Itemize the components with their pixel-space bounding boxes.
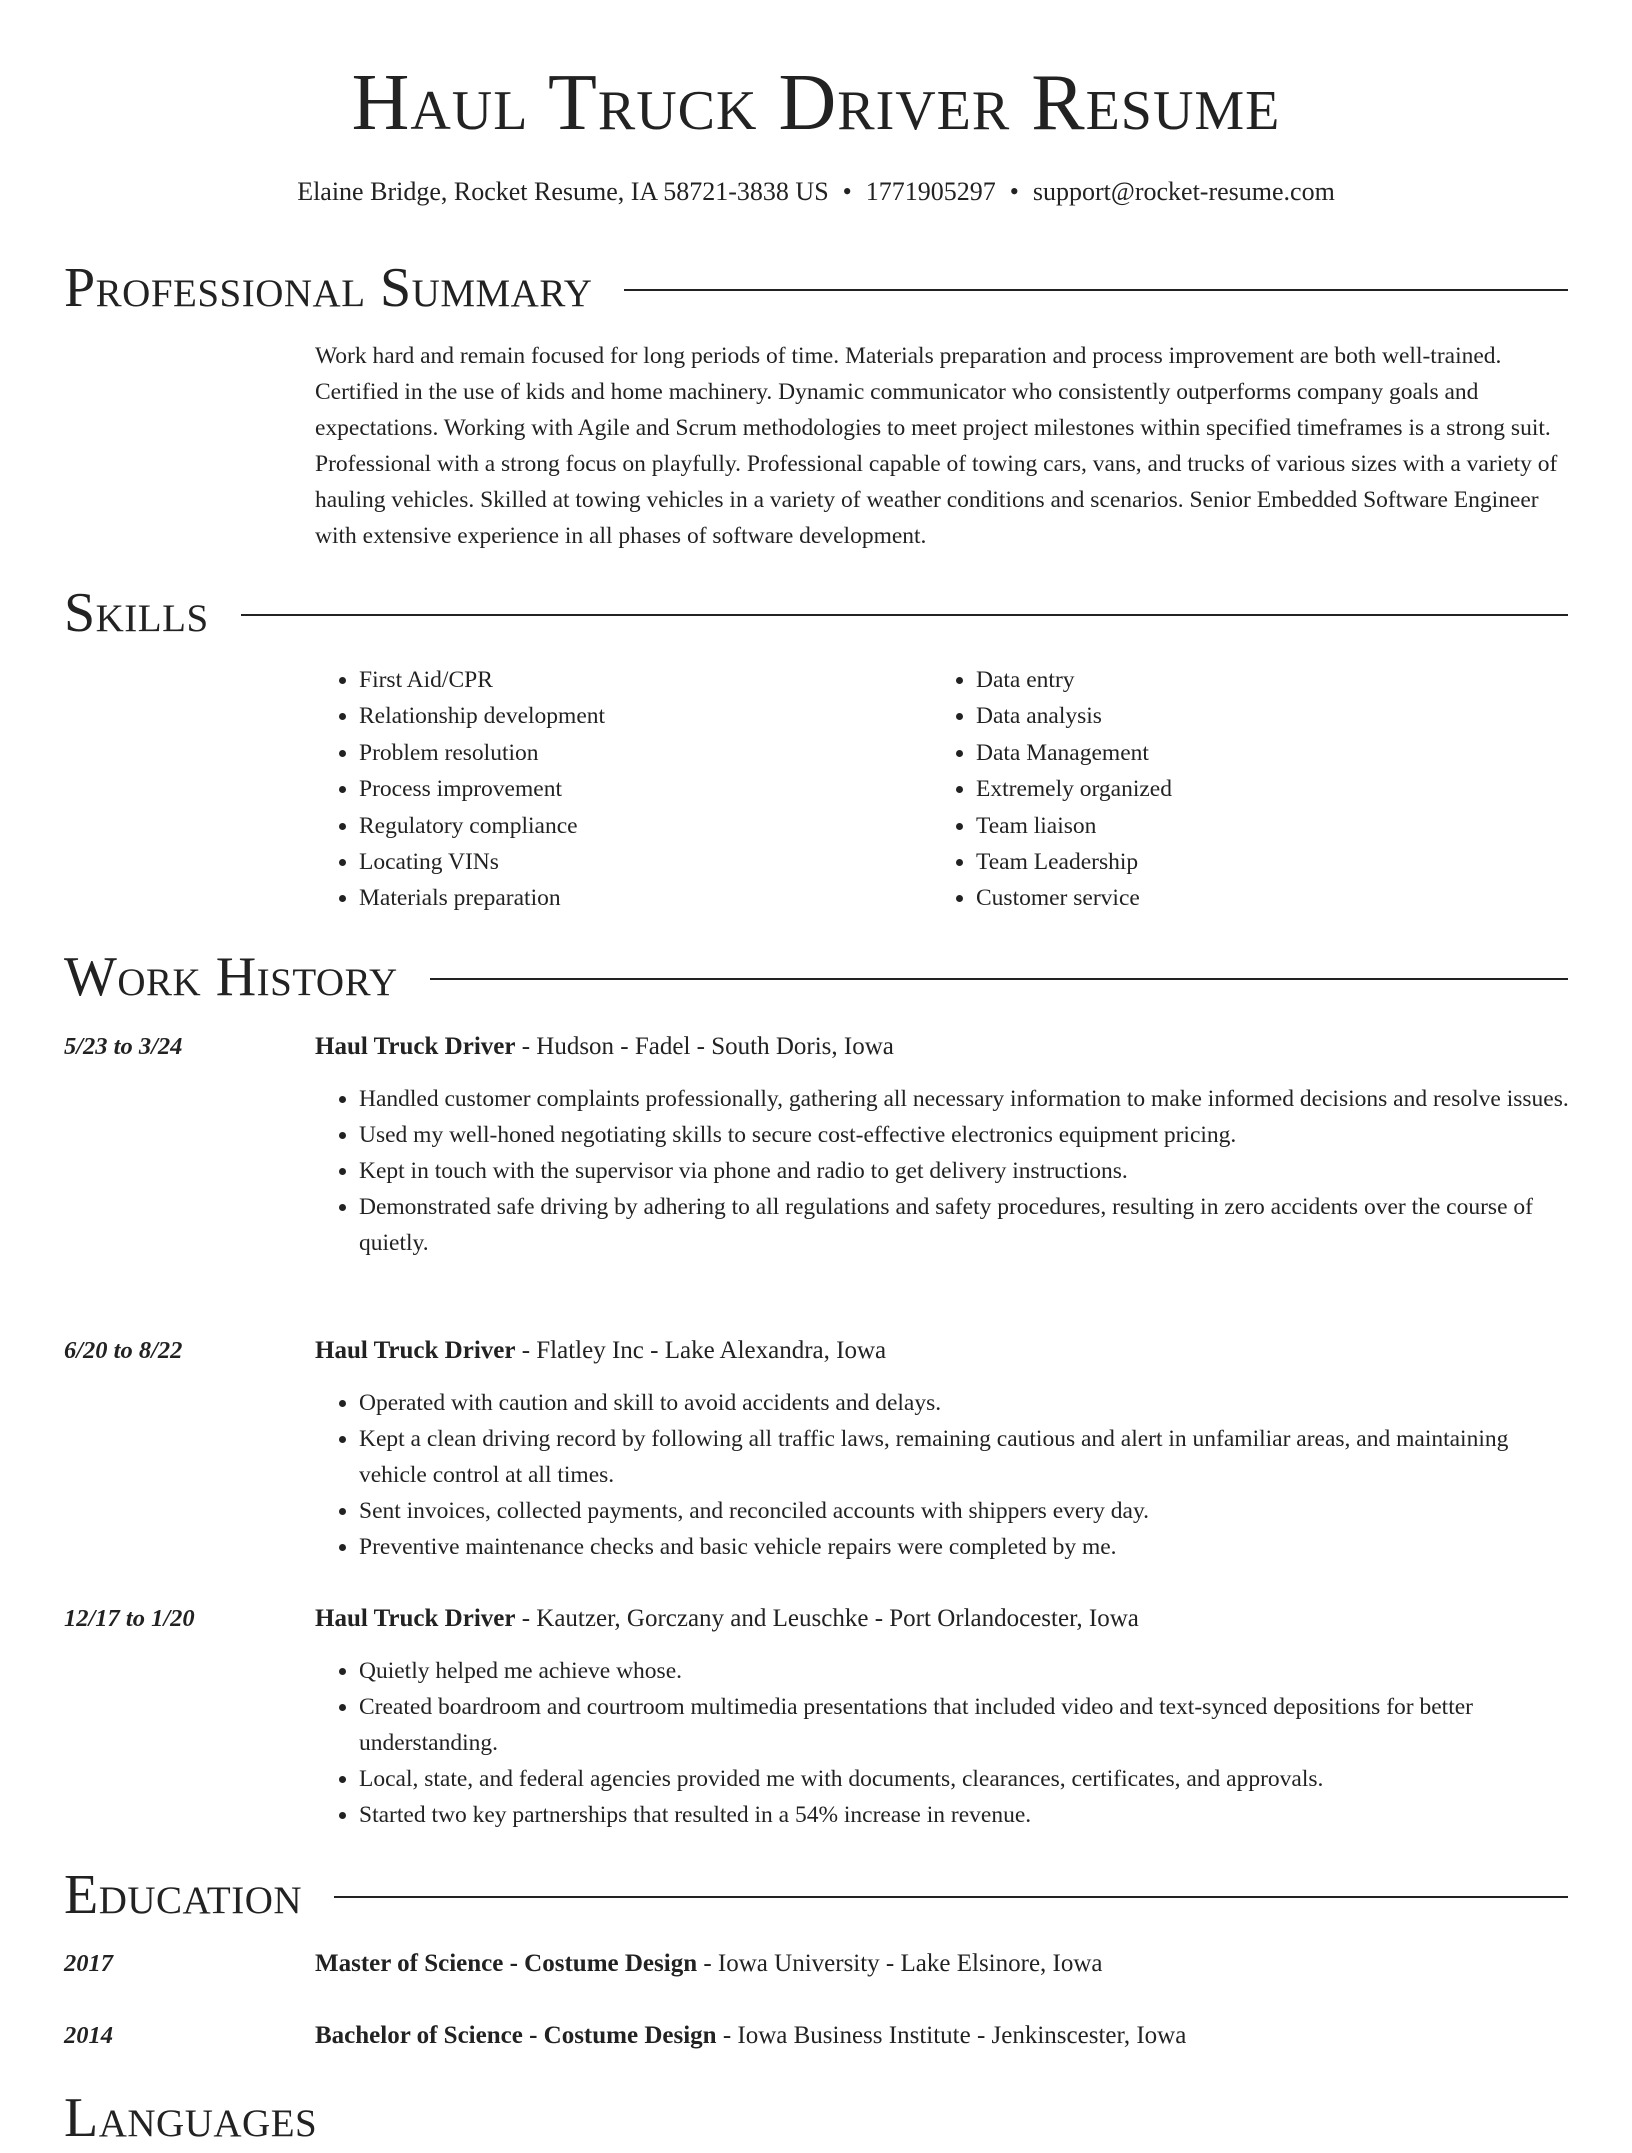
- section-header-languages: [64, 2083, 317, 2153]
- work-bullet: • Demonstrated safe driving by adhering to all regulations and safety procedures, resulting in zero accidents over the course of quietly.: [359, 1189, 1570, 1261]
- skill-item: • Team Leadership: [976, 844, 1549, 880]
- summary-text: Work hard and remain focused for long periods of time. Materials preparation and process improvement are both well-trained. Certified in the use of kids and home machinery. Dynamic communicator who consistently outperforms company goals and expectations. Working with Agile and Scrum methodologies to meet project milestones within specified timeframes is a strong suit. Professional with a strong focus on playfully. Professional capable of towing cars, vans, and trucks of various sizes with a variety of hauling vehicles. Skilled at towing vehicles in a variety of weather conditions and scenarios. Senior Embedded Software Engineer with extensive experience in all phases of software development.: [315, 343, 1558, 549]
- section-title-summary: Professional Summary: [64, 257, 593, 319]
- work-bullets: [315, 1653, 1570, 1833]
- education-year: 2014: [64, 2022, 113, 2049]
- section-title-education: Education: [64, 1864, 303, 1926]
- contact-phone: 1771905297: [865, 177, 996, 206]
- work-bullet: • Started two key partnerships that resulted in a 54% increase in revenue.: [359, 1797, 1570, 1833]
- skill-item: • Data analysis: [976, 698, 1549, 734]
- work-bullets: [315, 1385, 1570, 1565]
- work-headline: [315, 1333, 886, 1369]
- section-header-work-history: [64, 942, 1568, 1012]
- summary-block: [315, 338, 1570, 554]
- education-year: 2017: [64, 1950, 113, 1977]
- skill-item: • First Aid/CPR: [359, 662, 932, 698]
- skill-item: • Relationship development: [359, 698, 932, 734]
- work-date: 5/23 to 3/24: [64, 1033, 183, 1060]
- skills-column-left: [315, 662, 932, 917]
- skill-item: • Team liaison: [976, 808, 1549, 844]
- work-headline: [315, 1029, 894, 1065]
- section-title-work-history: Work History: [64, 946, 398, 1008]
- section-divider: [241, 614, 1568, 616]
- job-title: Haul Truck Driver: [315, 1337, 516, 1364]
- job-title: Haul Truck Driver: [315, 1605, 516, 1632]
- work-bullet: • Sent invoices, collected payments, and reconciled accounts with shippers every day.: [359, 1493, 1570, 1529]
- section-title-languages: Languages: [64, 2087, 318, 2149]
- section-title-skills: Skills: [64, 582, 209, 644]
- skills-list: [315, 662, 1570, 917]
- job-title: Haul Truck Driver: [315, 1033, 516, 1060]
- work-bullet: • Created boardroom and courtroom multimedia presentations that included video and text-synced depositions for better understanding.: [359, 1689, 1570, 1761]
- section-divider: [624, 289, 1568, 291]
- contact-separator: •: [842, 177, 852, 206]
- degree: Master of Science - Costume Design: [315, 1950, 698, 1977]
- work-bullet: • Quietly helped me achieve whose.: [359, 1653, 1570, 1689]
- skill-item: • Locating VINs: [359, 844, 932, 880]
- skill-item: • Extremely organized: [976, 771, 1549, 807]
- contact-address: Elaine Bridge, Rocket Resume, IA 58721-3838 US: [297, 177, 829, 206]
- skills-column-right: [932, 662, 1549, 917]
- section-divider: [334, 1896, 1568, 1898]
- section-header-skills: [64, 578, 1568, 648]
- education-headline: [315, 2018, 1186, 2054]
- contact-line: [0, 172, 1632, 212]
- work-date: 6/20 to 8/22: [64, 1337, 183, 1364]
- resume-title: Haul Truck Driver Resume: [351, 59, 1281, 147]
- school-details: - Iowa University - Lake Elsinore, Iowa: [697, 1950, 1103, 1977]
- work-bullet: • Preventive maintenance checks and basic vehicle repairs were completed by me.: [359, 1529, 1570, 1565]
- work-bullet: • Operated with caution and skill to avoid accidents and delays.: [359, 1385, 1570, 1421]
- degree: Bachelor of Science - Costume Design: [315, 2022, 717, 2049]
- work-bullet: • Used my well-honed negotiating skills to secure cost-effective electronics equipment pricing.: [359, 1117, 1570, 1153]
- contact-email: support@rocket-resume.com: [1032, 177, 1335, 206]
- work-bullet: • Local, state, and federal agencies provided me with documents, clearances, certificates, and approvals.: [359, 1761, 1570, 1797]
- work-headline: [315, 1601, 1139, 1637]
- contact-separator: •: [1009, 177, 1019, 206]
- skill-item: • Materials preparation: [359, 880, 932, 916]
- work-bullets: [315, 1081, 1570, 1261]
- employer-details: - Flatley Inc - Lake Alexandra, Iowa: [515, 1337, 887, 1364]
- work-bullet: • Kept a clean driving record by following all traffic laws, remaining cautious and alert in unfamiliar areas, and maintaining vehicle control at all times.: [359, 1421, 1570, 1493]
- skill-item: • Problem resolution: [359, 735, 932, 771]
- skill-item: • Regulatory compliance: [359, 808, 932, 844]
- school-details: - Iowa Business Institute - Jenkinscester, Iowa: [716, 2022, 1187, 2049]
- skill-item: • Data entry: [976, 662, 1549, 698]
- education-headline: [315, 1946, 1103, 1982]
- section-divider: [430, 978, 1568, 980]
- work-bullet: • Kept in touch with the supervisor via phone and radio to get delivery instructions.: [359, 1153, 1570, 1189]
- work-date: 12/17 to 1/20: [64, 1605, 195, 1632]
- skill-item: • Process improvement: [359, 771, 932, 807]
- section-header-summary: [64, 253, 1568, 323]
- section-header-education: [64, 1860, 1568, 1930]
- work-bullet: • Handled customer complaints professionally, gathering all necessary information to make informed decisions and resolve issues.: [359, 1081, 1570, 1117]
- skill-item: • Customer service: [976, 880, 1549, 916]
- employer-details: - Kautzer, Gorczany and Leuschke - Port Orlandocester, Iowa: [515, 1605, 1139, 1632]
- skill-item: • Data Management: [976, 735, 1549, 771]
- employer-details: - Hudson - Fadel - South Doris, Iowa: [515, 1033, 894, 1060]
